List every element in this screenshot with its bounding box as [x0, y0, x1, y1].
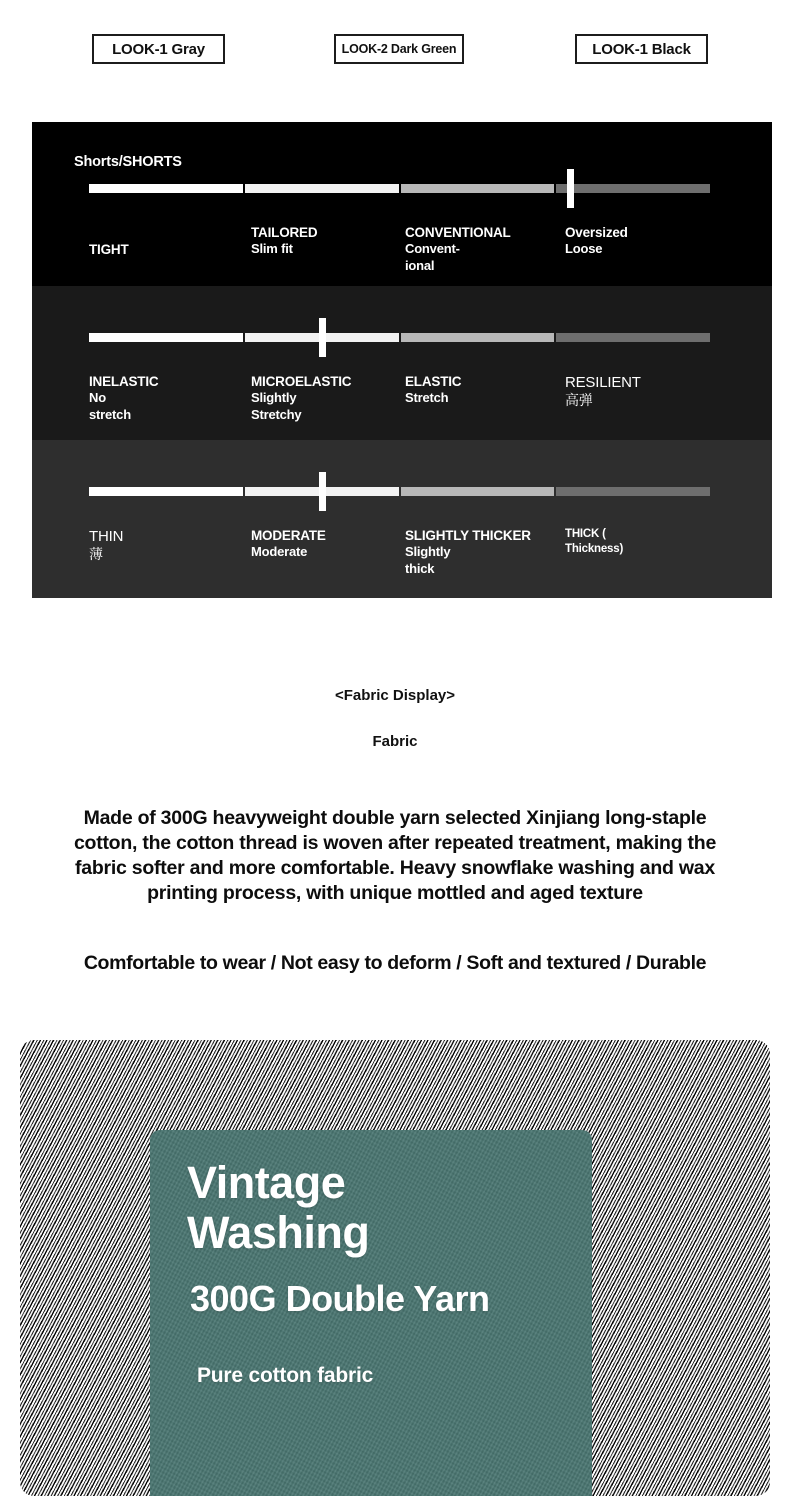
fit-label-tight: TIGHT: [89, 242, 129, 257]
overlay-note: Pure cotton fabric: [197, 1364, 374, 1387]
scale-segment: [556, 184, 710, 193]
fabric-texture-image: [20, 1040, 770, 1496]
scale-segment: [401, 184, 555, 193]
spec-row-thickness: [32, 440, 772, 598]
fabric-overlay-panel: [150, 1130, 592, 1496]
look-label-black[interactable]: LOOK-1 Black: [575, 34, 708, 64]
fit-scale-bar: [89, 184, 710, 193]
thickness-label-thin: THIN 薄: [89, 528, 124, 563]
specification-panel: [32, 122, 772, 598]
elasticity-label-microelastic: MICROELASTIC Slightly Stretchy: [251, 374, 352, 422]
spec-row-fit: [32, 122, 772, 286]
thickness-scale-marker: [319, 472, 326, 511]
elasticity-label-resilient: RESILIENT 高弹: [565, 374, 641, 409]
scale-segment: [89, 487, 243, 496]
elasticity-label-inelastic: INELASTIC No stretch: [89, 374, 159, 422]
elasticity-scale-bar: [89, 333, 710, 342]
overlay-title: Vintage Washing: [187, 1157, 370, 1259]
fit-label-tailored: TAILORED Slim fit: [251, 225, 318, 257]
fit-label-conventional: CONVENTIONAL Convent- ional: [405, 225, 511, 273]
spec-row-elasticity: [32, 286, 772, 440]
fabric-benefits: Comfortable to wear / Not easy to deform / Soft and textured / Durable: [83, 952, 707, 974]
scale-segment: [245, 184, 399, 193]
scale-segment: [401, 487, 555, 496]
fit-label-oversized: Oversized Loose: [565, 225, 628, 257]
elasticity-scale-marker: [319, 318, 326, 357]
fit-scale-marker: [567, 169, 574, 208]
thickness-label-slightly-thicker: SLIGHTLY THICKER Slightly thick: [405, 528, 531, 576]
fabric-description: Made of 300G heavyweight double yarn selected Xinjiang long-staple cotton, the cotton thread is woven after repeated treatment, making the fabric softer and more comfortable. Heavy snowflake washing and wax printing process, with unique mottled and aged texture: [73, 807, 717, 904]
overlay-subtitle: 300G Double Yarn: [190, 1278, 490, 1319]
spec-category-title: Shorts/SHORTS: [74, 154, 182, 170]
look-label-gray[interactable]: LOOK-1 Gray: [92, 34, 225, 64]
fabric-display-heading: <Fabric Display>: [334, 687, 456, 704]
thickness-scale-bar: [89, 487, 710, 496]
scale-segment: [556, 487, 710, 496]
scale-segment: [556, 333, 710, 342]
look-label-dark-green[interactable]: LOOK-2 Dark Green: [334, 34, 464, 64]
scale-segment: [401, 333, 555, 342]
thickness-label-moderate: MODERATE Moderate: [251, 528, 326, 560]
scale-segment: [89, 184, 243, 193]
scale-segment: [89, 333, 243, 342]
elasticity-label-elastic: ELASTIC Stretch: [405, 374, 462, 406]
look-label-row: [0, 34, 790, 66]
thickness-label-thick: THICK ( Thickness): [565, 528, 624, 555]
fabric-sub-heading: Fabric: [372, 733, 418, 750]
